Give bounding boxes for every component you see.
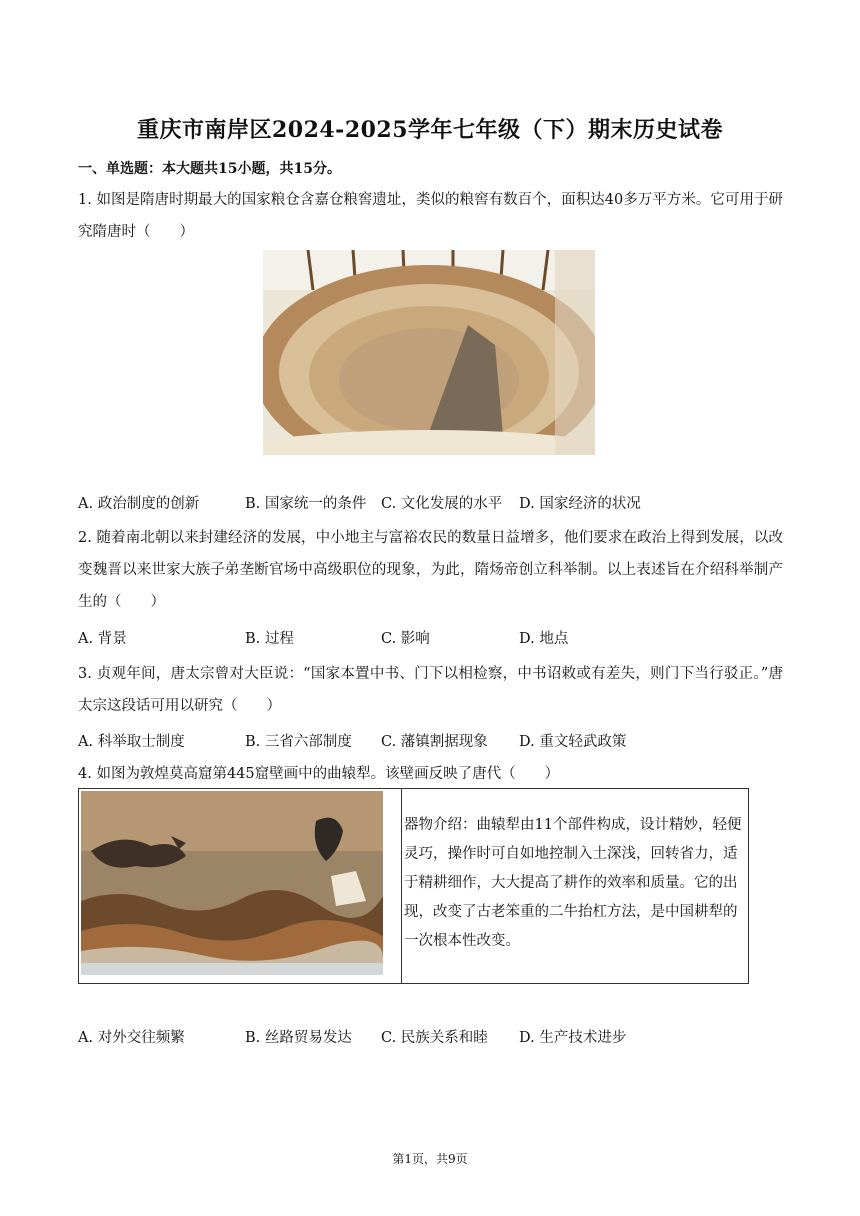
option-a[interactable]: A. 对外交往频繁	[78, 1030, 185, 1046]
option-c[interactable]: C. 藩镇割据现象	[381, 734, 488, 750]
question-1-stem: 1. 如图是隋唐时期最大的国家粮仓含嘉仓粮窖遗址，类似的粮窖有数百个，面积达40多万平方米。它可用于研究隋唐时（ ）	[78, 192, 783, 240]
option-d[interactable]: D. 地点	[519, 631, 569, 647]
question-4-stem: 4. 如图为敦煌莫高窟第445窟壁画中的曲辕犁。该壁画反映了唐代（ ）	[78, 766, 560, 782]
option-d[interactable]: D. 国家经济的状况	[519, 496, 641, 512]
table-divider	[401, 789, 402, 983]
section-heading: 一、单选题：本大题共15小题，共15分。	[78, 161, 341, 177]
option-b[interactable]: B. 国家统一的条件	[245, 496, 367, 512]
question-3-options	[78, 730, 783, 752]
mural-photo	[81, 791, 383, 975]
question-4-options	[78, 1026, 783, 1048]
option-c[interactable]: C. 民族关系和睦	[381, 1030, 488, 1046]
option-a[interactable]: A. 背景	[78, 631, 127, 647]
plough-info-table	[78, 788, 749, 984]
exam-title: 重庆市南岸区2024-2025学年七年级（下）期末历史试卷	[136, 117, 724, 143]
option-b[interactable]: B. 三省六部制度	[245, 734, 352, 750]
option-d[interactable]: D. 生产技术进步	[519, 1030, 627, 1046]
option-c[interactable]: C. 影响	[381, 631, 430, 647]
plough-description: 器物介绍：曲辕犁由11个部件构成，设计精妙，轻便灵巧，操作时可自如地控制入土深浅，回转省力，适于精耕细作，大大提高了耕作的效率和质量。它的出现，改变了古老笨重的二牛抬杠方法，是中国耕犁的一次根本性改变。	[404, 817, 742, 949]
option-a[interactable]: A. 政治制度的创新	[78, 496, 200, 512]
page-footer: 第1页，共9页	[392, 1152, 468, 1166]
question-1-options	[78, 492, 783, 514]
question-3-stem: 3. 贞观年间，唐太宗曾对大臣说：“国家本置中书、门下以相检察，中书诏敕或有差失，则门下当行驳正。”唐太宗这段话可用以研究（ ）	[78, 666, 783, 714]
granary-site-photo	[263, 250, 595, 455]
option-b[interactable]: B. 丝路贸易发达	[245, 1030, 352, 1046]
option-b[interactable]: B. 过程	[245, 631, 294, 647]
option-a[interactable]: A. 科举取士制度	[78, 734, 185, 750]
option-c[interactable]: C. 文化发展的水平	[381, 496, 503, 512]
option-d[interactable]: D. 重文轻武政策	[519, 734, 627, 750]
question-2-options	[78, 627, 783, 649]
question-2-stem: 2. 随着南北朝以来封建经济的发展，中小地主与富裕农民的数量日益增多，他们要求在政治上得到发展，以改变魏晋以来世家大族子弟垄断官场中高级职位的现象，为此，隋炀帝创立科举制。以上表述旨在介绍科举制产生的（ ）	[78, 530, 783, 610]
